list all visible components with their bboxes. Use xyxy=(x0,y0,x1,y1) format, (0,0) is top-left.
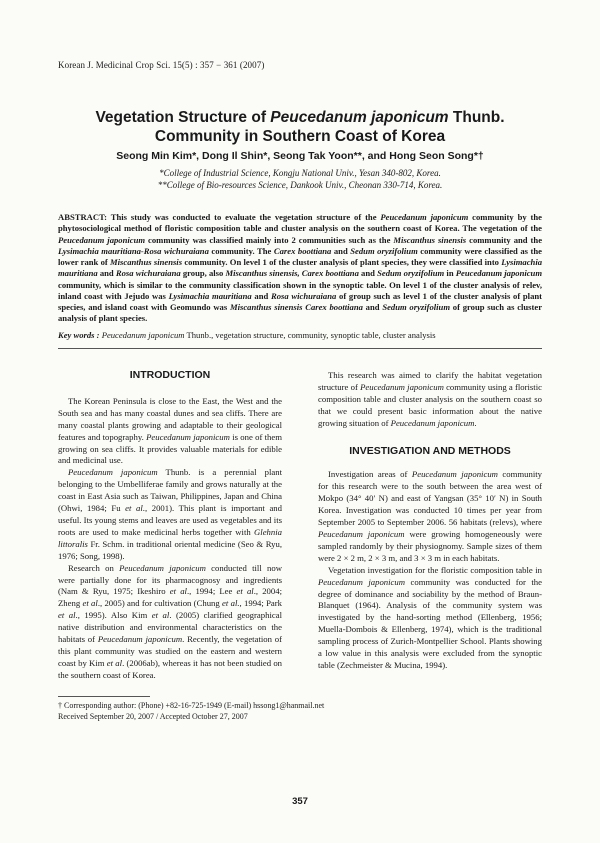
abstract-label: ABSTRACT: xyxy=(58,212,108,222)
abstract-text: community and the xyxy=(466,234,543,245)
para-etal: et al. xyxy=(222,598,240,609)
author-list: Seong Min Kim*, Dong Il Shin*, Seong Tak Yoon**, and Hong Seon Song*† xyxy=(116,150,484,162)
para-species: Peucedanum japonicum xyxy=(360,381,444,392)
paper-title xyxy=(0,108,600,146)
abstract-text: community were classified as the lower rank of xyxy=(58,245,542,267)
abstract-text: community was classified mainly into 2 communities such as the xyxy=(145,234,394,245)
para-etal: et al xyxy=(169,586,187,597)
abstract-text: community, which is similar to the community classification shown in the synoptic table. On level 1 of the cluster analysis of relev, inland coast with Jejudo was xyxy=(58,279,542,301)
para-text: . xyxy=(474,417,477,428)
para-text: ., 1994; Lee xyxy=(186,586,237,597)
para-text: ., 2004; Zheng xyxy=(58,586,282,609)
abstract-text: of group such as cluster analysis of plant species. xyxy=(58,302,543,324)
abstract-text: and xyxy=(251,290,271,301)
para-species: Glehnia littoralis xyxy=(58,526,282,549)
para-text: Research on xyxy=(68,562,120,573)
para-text: is one of them growing on sea cliffs. It provides valuable materials for edible and medicinal use. xyxy=(58,431,282,466)
para-etal: et al xyxy=(125,503,143,514)
para-species: Peucedanum japonicum xyxy=(119,562,206,573)
abstract-species: Peucedanum japonicum xyxy=(455,268,543,279)
abstract-text: and xyxy=(97,268,116,279)
title-species: Peucedanum japonicum xyxy=(270,109,449,126)
para-etal: et al xyxy=(151,610,170,621)
abstract-text: of group such as level 1 of the cluster analysis of plant species, and island coast with Geomundo was xyxy=(58,290,543,312)
para-species: Peucedanum japonicum xyxy=(390,417,475,428)
para-etal: et al xyxy=(236,586,254,597)
para-text: community was conducted for the degree of dominance and sociability by the method of Braun-Blanquet (1964). Analysis of the community system was investigated by the hand-sorting method (Ellenberg, 1956; Muella-Dombois & Ellenberg, 1974), which is the traditional sampling process of Zurich-Montpellier School. Plants showing a low value in this analysis were excluded from the synoptic table (Zechmeister & Mucina, 1994). xyxy=(318,576,542,670)
para-text: ., 1995). Also Kim xyxy=(75,610,152,621)
methods-paragraph-2 xyxy=(318,565,542,672)
abstract-species: Sedum oryzifolium xyxy=(377,268,445,279)
para-species: Peucedanum japonicum xyxy=(318,528,405,539)
intro-paragraph-1 xyxy=(58,396,282,467)
para-text: ., 2001). This plant is important and useful. Its young stems and leaves are used as vegetables and its roots are used to make medicinal herbs together with xyxy=(58,503,282,537)
abstract-species: Sedum oryzifolium xyxy=(350,245,418,256)
introduction-heading: INTRODUCTION xyxy=(129,369,211,381)
para-etal: et al xyxy=(82,598,98,609)
title-line1 xyxy=(95,109,504,126)
right-column xyxy=(318,370,542,672)
para-text: Fr. Schm. in traditional oriental medicine (Seo & Ryu, 1976; Song, 1998). xyxy=(58,538,282,561)
footnote-divider xyxy=(58,696,150,697)
intro-aim-paragraph xyxy=(318,370,542,430)
para-text: . (2005) clarified geographical native distribution and environmental characteristics on the habitats of xyxy=(58,610,282,645)
abstract-species: Lysimachia mauritiana xyxy=(58,257,543,279)
keywords-species: Peucedanum japonicum xyxy=(99,330,185,340)
abstract-text: This study was conducted to evaluate the vegetation structure of the xyxy=(107,212,381,222)
abstract-species: Miscanthus sinensis, Carex boottiana xyxy=(225,268,359,279)
abstract-species: Miscanthus sinensis Carex boottiana xyxy=(229,302,363,312)
abstract-text: community by the phytosociological method of floristic composition table and cluster analysis on the southern coast of Korea. The vegetation of the xyxy=(58,212,542,234)
abstract-text: and xyxy=(362,302,383,312)
title-line2: Community in Southern Coast of Korea xyxy=(154,128,446,145)
abstract-species: Lysimachia mauritiana xyxy=(168,290,252,301)
para-species: Peucedanum japonicum xyxy=(146,431,230,442)
title-text: Thunb. xyxy=(448,109,505,126)
abstract-species: Rosa wichuraiana xyxy=(115,268,181,279)
affiliations xyxy=(0,167,600,191)
abstract-text: in xyxy=(444,268,456,279)
abstract-text: group, also xyxy=(180,268,226,279)
para-text: . Recently, the vegetation of this plant community was studied on the eastern and western coast by Kim xyxy=(58,634,282,668)
para-text: This research was aimed to clarify the habitat vegetation structure of xyxy=(318,370,542,392)
abstract-species: Carex boottiana xyxy=(273,245,332,256)
methods-paragraph-1 xyxy=(318,469,542,564)
para-text: ., 2005) and for cultivation (Chung xyxy=(97,598,223,609)
abstract-text: community. The xyxy=(208,245,274,256)
para-text: . (2006ab), whereas it has not been studied on the southern coast of Korea. xyxy=(58,657,283,680)
abstract-species: Peucedanum japonicum xyxy=(58,234,146,245)
para-species: Peucedanum japonicum xyxy=(411,469,498,480)
abstract-species: Rosa wichuraiana xyxy=(271,290,337,301)
methods-heading: INVESTIGATION AND METHODS xyxy=(349,444,511,457)
para-text: Investigation areas of xyxy=(328,469,412,480)
abstract-species: Miscanthus sinensis xyxy=(393,234,467,245)
para-text: conducted till now were partially done for its pharmacognosy and ingredients (Nam & Ryu, 1975; Ikeshiro xyxy=(58,562,282,597)
keywords-text: Thunb., vegetation structure, community, synoptic table, cluster analysis xyxy=(184,330,436,340)
abstract-species: Peucedanum japonicum xyxy=(380,212,469,222)
page-number: 357 xyxy=(292,796,308,807)
para-species: Peucedanum japonicum xyxy=(68,467,158,478)
para-text: The Korean Peninsula is close to the East, the West and the South sea and has many coastal dunes and sea cliffs. There are many coastal plants growing and adaptable to their geological features and topography. xyxy=(58,395,282,442)
affiliation-2: **College of Bio-resources Science, Dankook Univ., Cheonan 330-714, Korea. xyxy=(157,180,443,190)
footnote xyxy=(58,700,324,722)
section-divider xyxy=(58,348,542,349)
para-species: Peucedanum japonicum xyxy=(318,576,406,587)
abstract-species: Lysimachia mauritiana-Rosa wichuraiana xyxy=(58,245,209,256)
corresponding-author: † Corresponding author: (Phone) +82-16-725-1949 (E-mail) hssong1@hanmail.net xyxy=(58,701,325,710)
abstract-species: Sedum oryzifolium xyxy=(382,302,451,312)
received-date: Received September 20, 2007 / Accepted October 27, 2007 xyxy=(58,712,248,721)
para-text: community using a floristic composition table and cluster analysis on the southern coast so that we could present basic information about the native growing situation of xyxy=(318,381,542,428)
para-species: Peucedanum japonicum xyxy=(97,634,183,645)
para-text: Vegetation investigation for the floristic composition table in xyxy=(328,564,542,575)
para-text: were growing homogeneously were sampled randomly by their physiognomy. Sample sizes of them were 2 × 2 m, 2 × 3 m, and 3 × 3 m in each habitats. xyxy=(318,528,543,563)
intro-paragraph-3 xyxy=(58,563,282,682)
left-column xyxy=(58,370,282,682)
abstract-text: and xyxy=(331,245,351,256)
title-text: Vegetation Structure of xyxy=(95,109,271,126)
keywords xyxy=(58,330,542,340)
abstract xyxy=(58,212,542,325)
journal-reference: Korean J. Medicinal Crop Sci. 15(5) : 357 − 361 (2007) xyxy=(58,60,265,70)
affiliation-1: *College of Industrial Science, Kongju National Univ., Yesan 340-802, Korea. xyxy=(159,168,441,178)
keywords-label: Key words : xyxy=(58,330,100,340)
para-etal: et al xyxy=(106,657,123,668)
abstract-text: and xyxy=(358,268,378,279)
intro-paragraph-2 xyxy=(58,467,282,562)
para-text: Thunb. is a perennial plant belonging to the Umbelliferae family and grows naturally at the coast in East Asia such as Taiwan, Philippines, Japan and China (Ohwi, 1984; Fu xyxy=(58,467,283,514)
para-text: community for this research were to the south between the area west of Mokpo (34° 40′ N) and east of Yangsan (35° 10′ N) in South Korea. Investigation was conducted 10 times per year from September 2005 to September 2006. 56 habitats (relevs), where xyxy=(318,469,542,528)
abstract-text: community. On level 1 of the cluster analysis of plant species, they were classified into xyxy=(182,257,502,267)
para-text: , 1994; Park xyxy=(239,598,283,609)
abstract-species: Miscanthus sinensis xyxy=(110,257,183,267)
para-etal: et al xyxy=(58,610,76,621)
